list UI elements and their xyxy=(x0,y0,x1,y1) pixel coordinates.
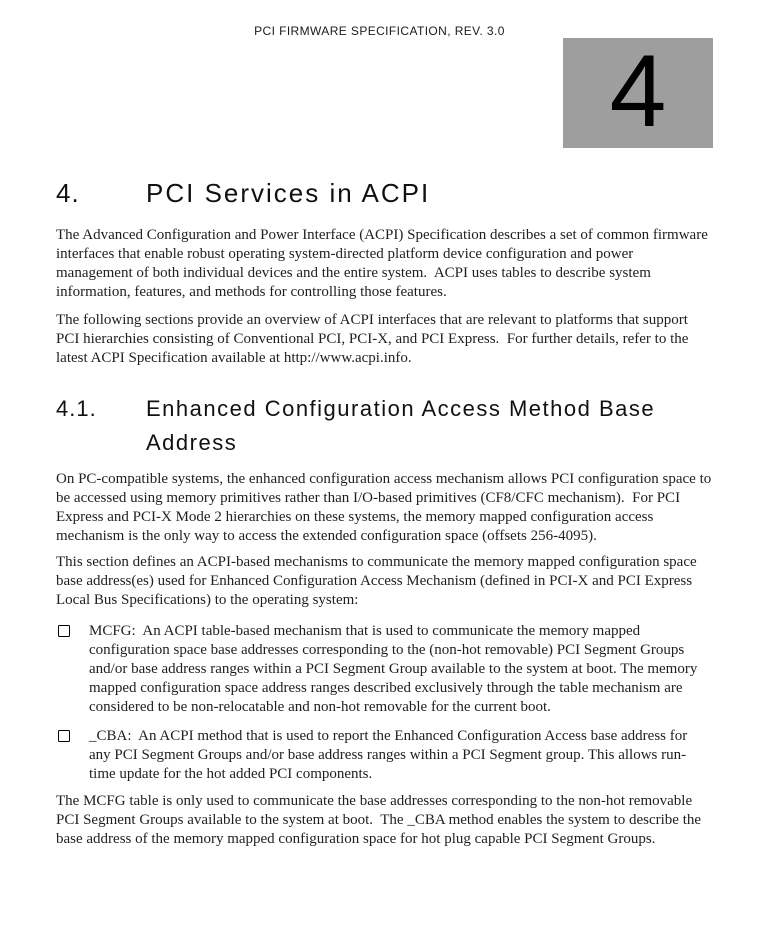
bullet-item-cba xyxy=(56,727,712,784)
section-heading xyxy=(56,392,712,460)
bullet-list xyxy=(56,622,712,784)
open-square-bullet-icon xyxy=(58,730,70,742)
bullet-text-mcfg: MCFG: An ACPI table-based mechanism that is used to communicate the memory mapped configuration space base addresses corresponding to the (non-hot removable) PCI Segment Groups and/or base address ranges within a PCI Segment Group available to the system at boot. The memory mapped configuration space address ranges described exclusively through the table mechanism are considered to be non-relocatable and non-hot removable for the current boot. xyxy=(89,623,702,715)
intro-paragraph-1: The Advanced Configuration and Power Interface (ACPI) Specification describes a set of common firmware interfaces that enable robust operating system-directed platform device configuration and power management of both individual devices and the entire system. ACPI uses tables to describe system information, features, and methods for controlling those features. xyxy=(56,227,712,300)
page-content xyxy=(56,178,715,849)
page-header-title: PCI FIRMWARE SPECIFICATION, REV. 3.0 xyxy=(254,24,505,38)
bullet-item-mcfg xyxy=(56,622,712,717)
closing-paragraph: The MCFG table is only used to communicate the base addresses corresponding to the non-hot removable PCI Segment Groups available to the system at boot. The _CBA method enables the system to describe the base address of the memory mapped configuration space for hot plug capable PCI Segment Groups. xyxy=(56,793,705,847)
section-heading-number: 4.1. xyxy=(56,396,97,421)
section-paragraph-2: This section defines an ACPI-based mechanisms to communicate the memory mapped configuration space base address(es) used for Enhanced Configuration Access Mechanism (defined in PCI-X and PCI Express Local Bus Specifications) to the operating system: xyxy=(56,554,701,608)
bullet-text-cba: _CBA: An ACPI method that is used to report the Enhanced Configuration Access base address for any PCI Segment Groups and/or base address ranges within a PCI Segment group. This allows run-time update for the hot added PCI components. xyxy=(89,728,691,782)
chapter-number-badge xyxy=(563,34,713,148)
chapter-heading xyxy=(56,178,712,208)
chapter-number: 4 xyxy=(609,34,667,148)
chapter-heading-title: PCI Services in ACPI xyxy=(146,178,431,208)
open-square-bullet-icon xyxy=(58,625,70,637)
chapter-heading-number: 4. xyxy=(56,178,80,208)
intro-paragraph-2: The following sections provide an overview of ACPI interfaces that are relevant to platforms that support PCI hierarchies consisting of Conventional PCI, PCI-X, and PCI Express. For further details, refer to the latest ACPI Specification available at http://www.acpi.info. xyxy=(56,312,693,366)
section-heading-title: Enhanced Configuration Access Method Base Address xyxy=(146,396,656,455)
section-paragraph-1: On PC-compatible systems, the enhanced configuration access mechanism allows PCI configuration space to be accessed using memory primitives rather than I/O-based primitives (CF8/CFC mechanism). For PCI Express and PCI-X Mode 2 hierarchies on these systems, the memory mapped configuration access mechanism is the only way to access the extended configuration space (offsets 256-4095). xyxy=(56,471,715,544)
